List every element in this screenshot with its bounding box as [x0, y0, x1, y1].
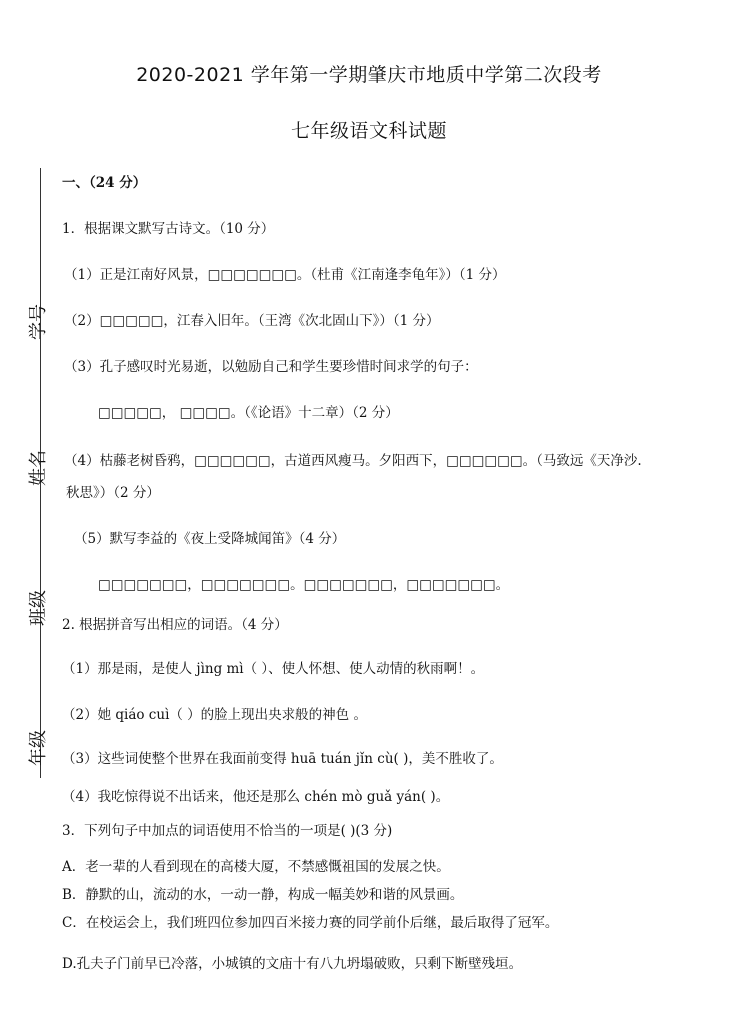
question-3-option-a: A．老一辈的人看到现在的高楼大厦，不禁感慨祖国的发展之快。 — [62, 859, 450, 875]
exam-subtitle: 七年级语文科试题 — [290, 120, 447, 142]
question-3-option-b: B．静默的山，流动的水，一动一静，构成一幅美妙和谐的风景画。 — [62, 887, 464, 903]
question-1-prompt: 1．根据课文默写古诗文。（10 分） — [62, 221, 275, 237]
question-1-item-3: （3）孔子感叹时光易逝，以勉励自己和学生要珍惜时间求学的句子： — [64, 359, 478, 375]
question-2-item-3: （3）这些词使整个世界在我面前变得 huā tuán jǐn cù( )，美不胜收了。 — [62, 751, 503, 767]
binding-label-class: 班级 — [28, 590, 49, 626]
question-2-prompt: 2. 根据拼音写出相应的词语。（4 分） — [62, 617, 288, 633]
binding-label-name: 姓名 — [28, 450, 49, 486]
question-1-item-5-blanks: □□□□□□□，□□□□□□□。□□□□□□□，□□□□□□□。 — [98, 577, 510, 593]
question-2-item-4: （4）我吃惊得说不出话来，他还是那么 chén mò guǎ yán( )。 — [62, 789, 450, 805]
binding-label-student-id: 学号 — [28, 304, 49, 340]
question-1-item-5: （5）默写李益的《夜上受降城闻笛》（4 分） — [74, 531, 346, 547]
question-2-item-2: （2）她 qiáo cuì（ ）的脸上现出央求般的神色 。 — [62, 707, 367, 723]
question-3-option-d: D.孔夫子门前早已冷落，小城镇的文庙十有八九坍塌破败，只剩下断壁残垣。 — [62, 956, 523, 972]
question-1-item-4: （4）枯藤老树昏鸦，□□□□□□，古道西风瘦马。夕阳西下，□□□□□□。（马致远《天净沙. — [64, 453, 642, 469]
binding-label-grade: 年级 — [28, 730, 49, 766]
question-1-item-3-blanks: □□□□□， □□□□。（《论语》十二章）（2 分） — [98, 405, 399, 421]
question-3-option-c: C．在校运会上，我们班四位参加四百米接力赛的同学前仆后继，最后取得了冠军。 — [62, 915, 559, 931]
section-heading: 一、（24 分） — [62, 175, 147, 191]
exam-title: 2020-2021 学年第一学期肇庆市地质中学第二次段考 — [136, 64, 602, 86]
question-1-item-2: （2）□□□□□，江春入旧年。（王湾《次北固山下》）（1 分） — [64, 313, 440, 329]
question-1-item-1: （1）正是江南好风景，□□□□□□□。（杜甫《江南逢李龟年》）（1 分） — [64, 267, 506, 283]
question-1-item-4-cont: 秋思》）（2 分） — [66, 485, 160, 501]
question-3-prompt: 3．下列句子中加点的词语使用不恰当的一项是( )(3 分) — [62, 823, 393, 839]
question-2-item-1: （1）那是雨，是使人 jìng mì（ ）、使人怀想、使人动情的秋雨啊！。 — [62, 661, 485, 677]
